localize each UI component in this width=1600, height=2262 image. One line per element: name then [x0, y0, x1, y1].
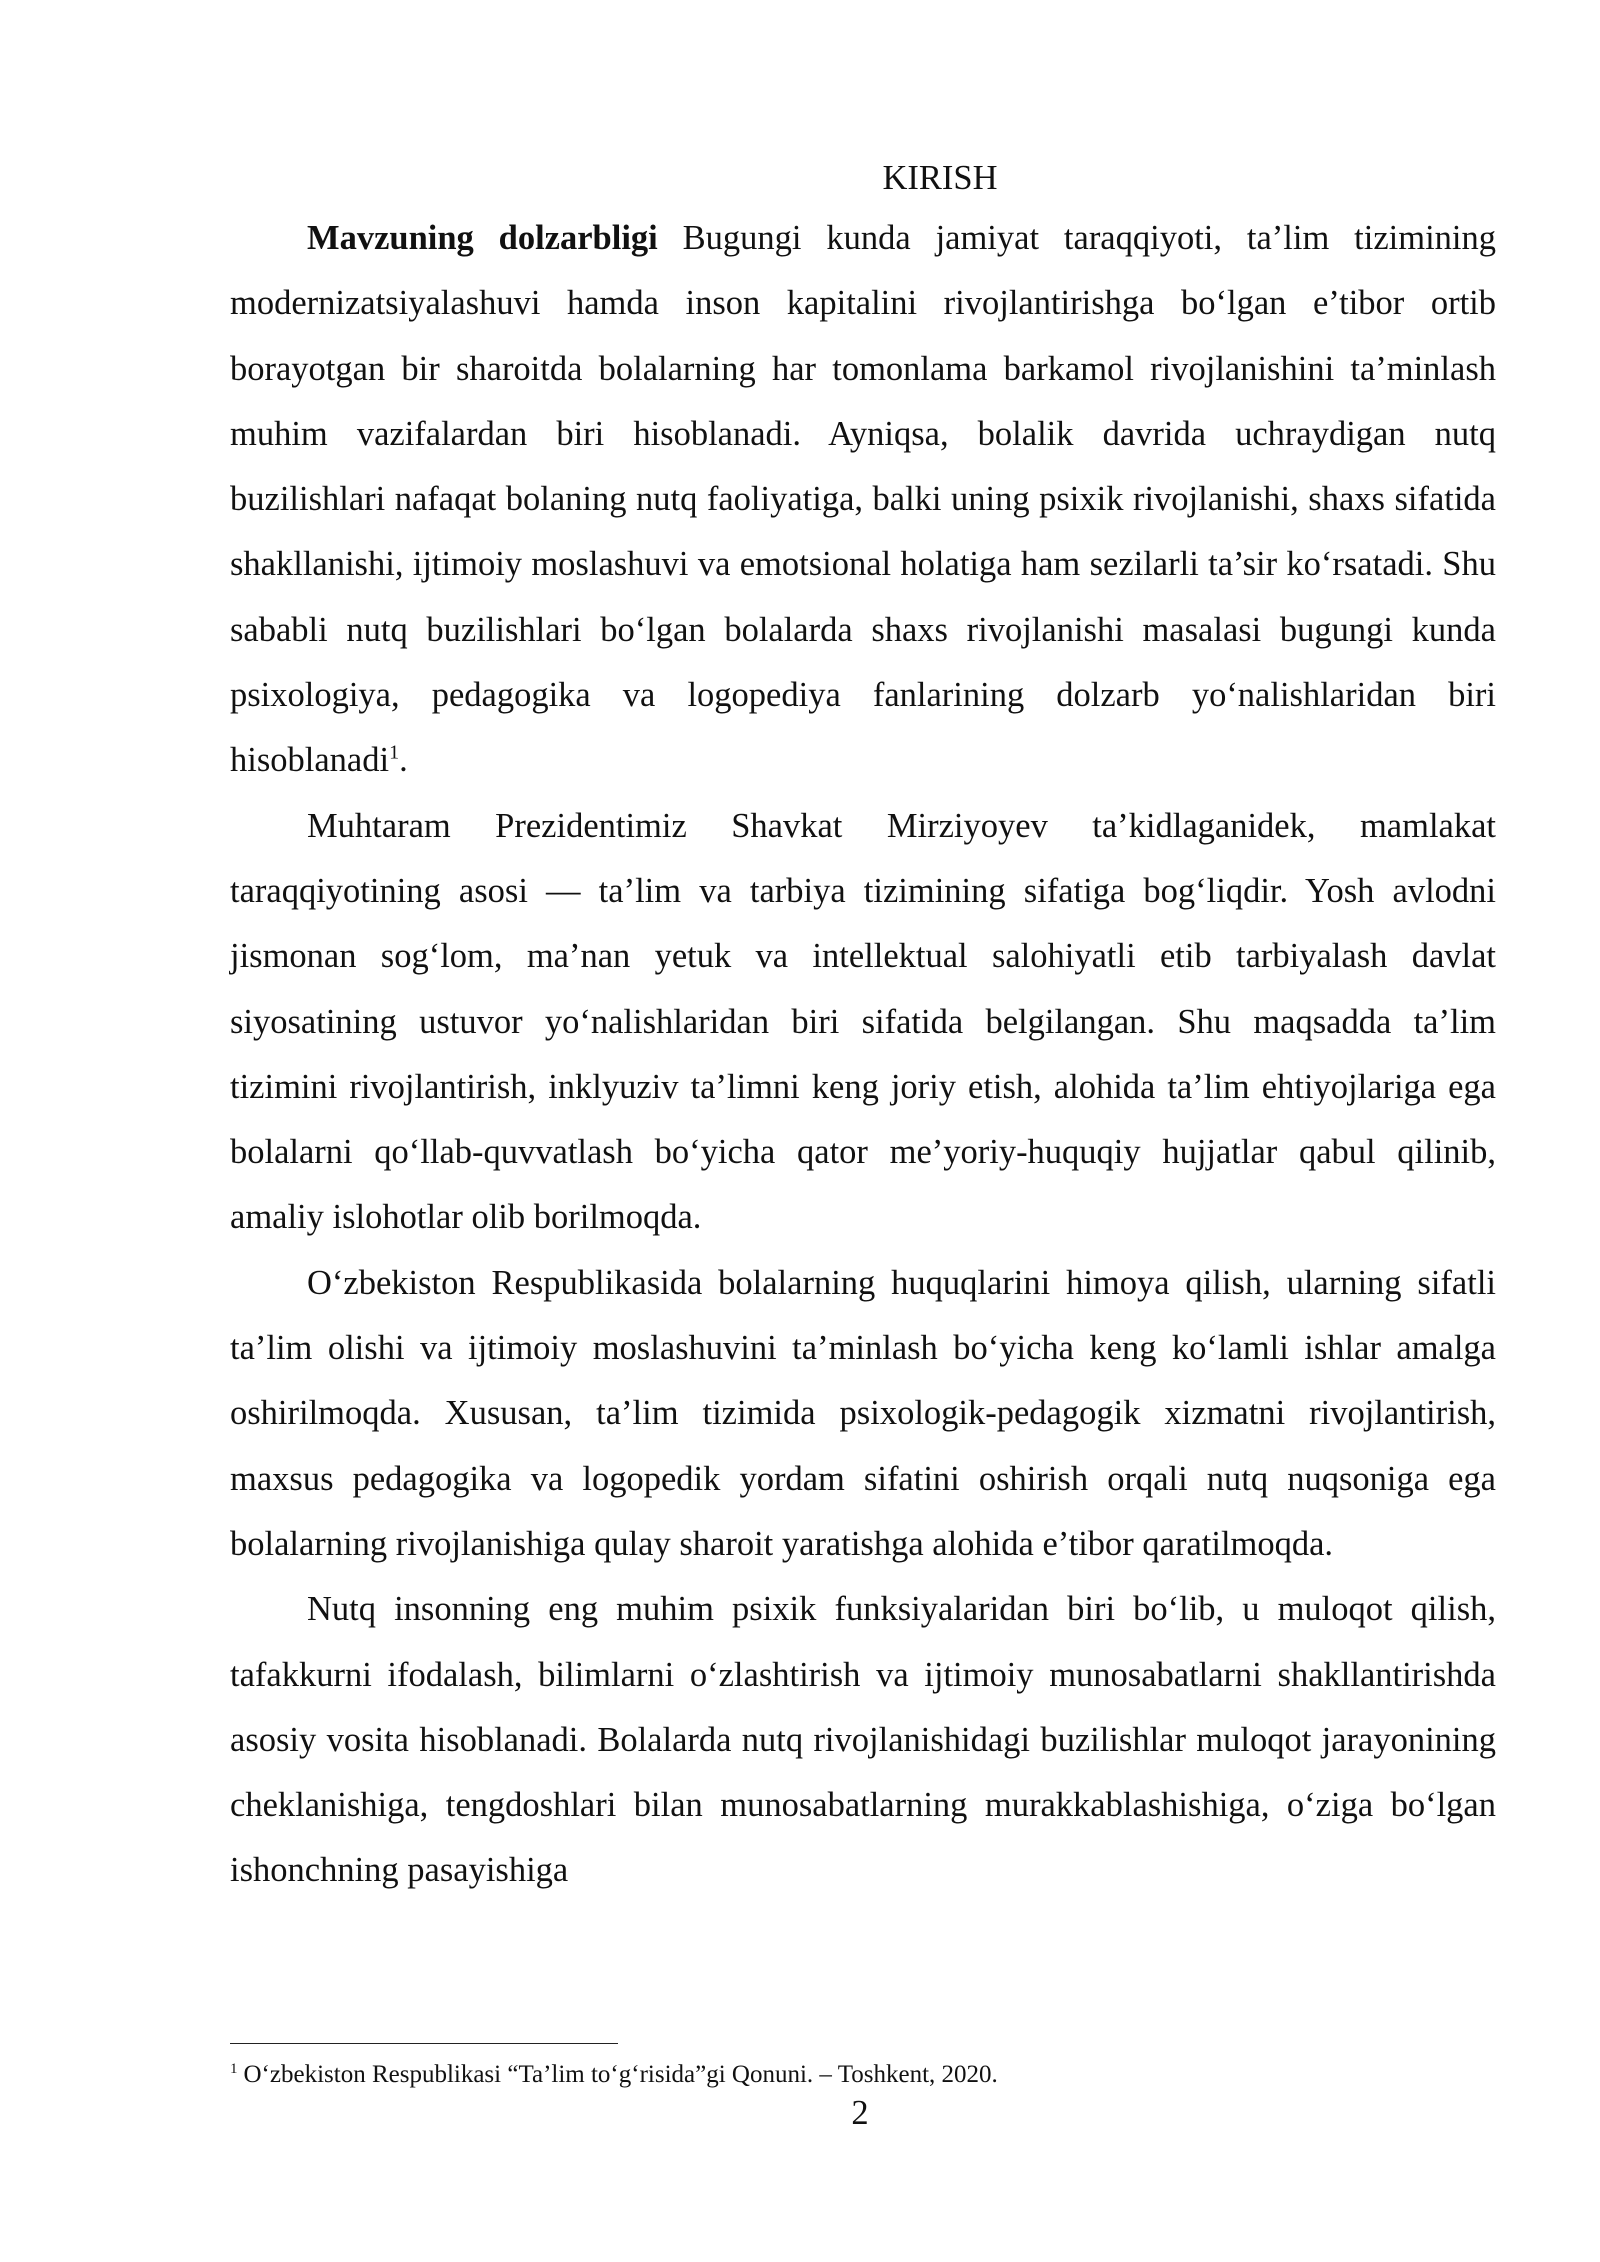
footnote-number: 1: [230, 2060, 238, 2077]
footnote-reference[interactable]: 1: [389, 741, 400, 764]
paragraph-speech: Nutq insonning eng muhim psixik funksiyalaridan biri bo‘lib, u muloqot qilish, tafakkurni ifodalash, bilimlarni o‘zlashtirish va ijtimoiy munosabatlarni shakllantirishda asosiy vosita hisoblanadi. Bolalarda nutq rivojlanishidagi buzilishlar muloqot jarayonining cheklanishiga, tengdoshlari bilan munosabatlarning murakkablashishiga, o‘ziga bo‘lgan ishonchning pasayishiga: [230, 1590, 1496, 1890]
paragraph-tail: .: [399, 741, 408, 780]
paragraph-lead: Mavzuning dolzarbligi: [307, 219, 658, 257]
body-text: [230, 146, 1496, 1904]
footnote: [230, 2058, 1496, 2092]
paragraph-text: Bugungi kunda jamiyat taraqqiyoti, ta’lim tizimining modernizatsiyalashuvi hamda inson kapitalini rivojlantirishga bo‘lgan e’tibor ortib borayotgan bir sharoitda bolalarning har tomonlama barkamol rivojlanishini ta’minlash muhim vazifalardan biri hisoblanadi. Ayniqsa, bolalik davrida uchraydigan nutq buzilishlari nafaqat bolaning nutq faoliyatiga, balki uning psixik rivojlanishi, shaxs sifatida shakllanishi, ijtimoiy moslashuvi va emotsional holatiga ham sezilarli ta’sir ko‘rsatadi. Shu sababli nutq buzilishlari bo‘lgan bolalarda shaxs rivojlanishi masalasi bugungi kunda psixologiya, pedagogika va logopediya fanlarining dolzarb yo‘nalishlaridan biri hisoblanadi: [230, 219, 1496, 780]
paragraph-relevance: [230, 206, 1496, 794]
paragraph-president: Muhtaram Prezidentimiz Shavkat Mirziyoyev ta’kidlaganidek, mamlakat taraqqiyotining asosi — ta’lim va tarbiya tizimining sifatiga bog‘liqdir. Yosh avlodni jismonan sog‘lom, ma’nan yetuk va intellektual salohiyatli etib tarbiyalash davlat siyosatining ustuvor yo‘nalishlaridan biri sifatida belgilangan. Shu maqsadda ta’lim tizimini rivojlantirish, inklyuziv ta’limni keng joriy etish, alohida ta’lim ehtiyojlariga ega bolalarni qo‘llab-quvvatlash bo‘yicha qator me’yoriy-huquqiy hujjatlar qabul qilinib, amaliy islohotlar olib borilmoqda.: [230, 806, 1496, 1237]
page-number: 2: [851, 2094, 869, 2132]
section-heading: KIRISH: [882, 159, 998, 197]
paragraph-republic: O‘zbekiston Respublikasida bolalarning huquqlarini himoya qilish, ularning sifatli ta’lim olishi va ijtimoiy moslashuvini ta’minlash bo‘yicha keng ko‘lamli ishlar amalga oshirilmoqda. Xususan, ta’lim tizimida psixologik-pedagogik xizmatni rivojlantirish, maxsus pedagogika va logopedik yordam sifatini oshirish orqali nutq nuqsoniga ega bolalarning rivojlanishiga qulay sharoit yaratishga alohida e’tibor qaratilmoqda.: [230, 1263, 1496, 1563]
footnote-separator: [230, 2043, 618, 2044]
footnote-text: O‘zbekiston Respublikasi “Ta’lim to‘g‘risida”gi Qonuni. – Toshkent, 2020.: [243, 2061, 998, 2088]
